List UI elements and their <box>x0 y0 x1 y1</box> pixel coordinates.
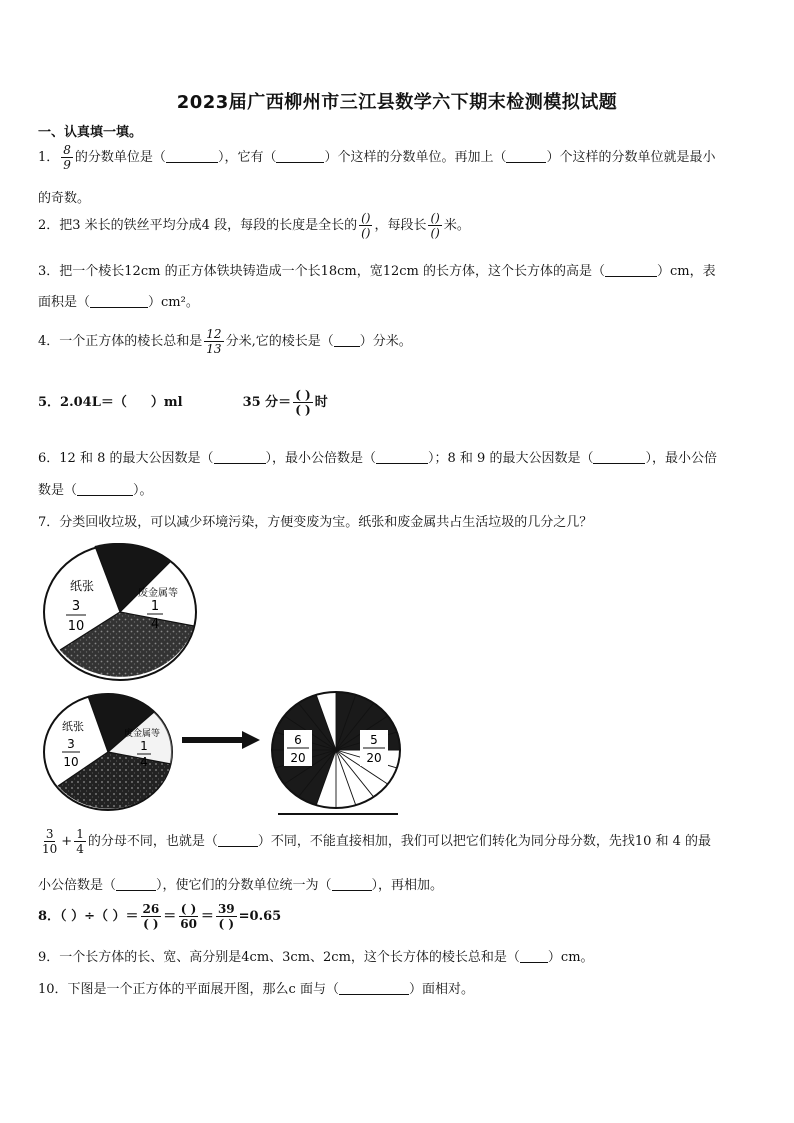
pie-frac-den: 10 <box>63 755 79 769</box>
question-7-explanation-line-1 <box>38 828 711 855</box>
q6-text-d: ），最小公倍 <box>645 451 717 466</box>
q10-text-a: 下图是一个正方体的平面展开图，那么c 面与（ <box>67 982 339 997</box>
pie-frac-num: 6 <box>294 733 302 747</box>
question-7-explanation-line-2 <box>38 874 443 893</box>
question-4 <box>38 328 412 355</box>
q2-text-c: 米。 <box>443 218 470 233</box>
answer-blank[interactable] <box>593 450 645 464</box>
fraction-12-13: $\frac{12}{13}$ <box>206 327 222 356</box>
answer-blank[interactable] <box>520 949 548 963</box>
question-number: 4． <box>38 334 60 349</box>
answer-blank[interactable] <box>332 877 372 891</box>
q9-text-b: ）cm。 <box>547 950 594 965</box>
pie-frac-num: 5 <box>370 733 378 747</box>
q1-text-a: 的分数单位是（ <box>74 150 166 165</box>
pie-chart-2 <box>40 690 176 814</box>
q6-text-e: 数是（ <box>38 483 78 498</box>
q5-text-a: 2.04L＝（ <box>60 395 127 410</box>
q7-text-a: 分类回收垃圾，可以减少环境污染，方便变废为宝。纸张和废金属共占生活垃圾的几分之几？ <box>59 515 593 530</box>
pie-frac-num: 1 <box>150 599 160 614</box>
question-1-line-2: 的奇数。 <box>38 191 91 206</box>
q6-text-c: ）；8 和 9 的最大公因数是（ <box>428 451 594 466</box>
question-2 <box>38 212 470 239</box>
equals-sign: ＝ <box>200 909 214 924</box>
q7-text-d: 小公倍数是（ <box>38 878 117 893</box>
question-5 <box>38 389 328 416</box>
answer-blank[interactable] <box>218 833 258 847</box>
q1-text-b: ），它有（ <box>217 150 277 165</box>
answer-blank[interactable] <box>334 333 360 347</box>
fraction-26-blank[interactable]: $\frac{26}{( )}$ <box>142 902 160 931</box>
fraction-3-10: $\frac{3}{10}$ <box>42 827 58 856</box>
q1-text-d: ）个这样的分数单位就是最小 <box>546 150 716 165</box>
fraction-blank[interactable]: $\frac{( )}{( )}$ <box>295 388 311 417</box>
q6-text-a: 12 和 8 的最大公因数是（ <box>59 451 214 466</box>
q2-text-b: ，每段长 <box>374 218 427 233</box>
equals-sign: ＝ <box>163 909 177 924</box>
question-number: 8． <box>38 909 61 924</box>
q3-text-b: ）cm，表 <box>657 264 716 279</box>
answer-blank[interactable] <box>376 450 428 464</box>
answer-blank[interactable] <box>214 450 266 464</box>
fraction-39-blank[interactable]: $\frac{39}{( )}$ <box>217 902 235 931</box>
pie-label-metal: 废金属等 <box>124 729 161 739</box>
question-8 <box>38 903 281 930</box>
plus-sign: + <box>61 834 73 849</box>
q6-text-b: ），最小公倍数是（ <box>265 451 377 466</box>
question-number: 2． <box>38 218 60 233</box>
pie-chart-3-twentieths <box>268 690 404 818</box>
q1-text-c: ）个这样的分数单位。再加上（ <box>324 150 507 165</box>
question-number: 9． <box>38 950 60 965</box>
answer-blank[interactable] <box>90 294 148 308</box>
q2-text-a: 把3 米长的铁丝平均分成4 段，每段的长度是全长的 <box>59 218 358 233</box>
fraction-1-4: $\frac{1}{4}$ <box>76 827 84 856</box>
page-title: 2023届广西柳州市三江县数学六下期末检测模拟试题 <box>176 92 618 113</box>
pie-frac-den: 4 <box>150 617 160 632</box>
q7-text-f: ），再相加。 <box>371 878 444 893</box>
question-number: 7． <box>38 515 60 530</box>
answer-blank[interactable] <box>116 877 156 891</box>
question-6-line-1 <box>38 447 717 466</box>
pie-divider <box>336 750 356 805</box>
q5-text-d: 时 <box>314 395 328 410</box>
question-3-line-2 <box>38 291 199 310</box>
pie-frac-num: 3 <box>67 737 75 751</box>
q10-text-b: ）面相对。 <box>408 982 474 997</box>
pie-label-paper: 纸张 <box>62 720 84 733</box>
question-9 <box>38 946 594 965</box>
question-6-line-2 <box>38 479 153 498</box>
q6-text-f: ）。 <box>133 483 153 498</box>
pie-frac-den: 10 <box>67 619 85 634</box>
fraction-blank-60[interactable]: $\frac{( )}{60}$ <box>180 902 197 931</box>
answer-blank[interactable] <box>77 482 133 496</box>
answer-blank[interactable] <box>276 149 324 163</box>
q7-text-e: ），使它们的分数单位统一为（ <box>156 878 332 893</box>
question-number: 3． <box>38 264 60 279</box>
question-number: 1． <box>38 150 60 165</box>
pie-frac-num: 3 <box>71 599 81 614</box>
question-number: 5． <box>38 395 61 410</box>
section-heading: 一、认真填一填。 <box>38 125 143 140</box>
pie-label-paper: 纸张 <box>70 579 95 593</box>
question-7 <box>38 511 592 530</box>
answer-blank[interactable] <box>166 149 218 163</box>
question-1-line-1 <box>38 144 715 171</box>
q8-text-a: （ ）÷（ ）＝ <box>60 909 139 924</box>
pie-frac-den: 20 <box>290 751 306 765</box>
question-10 <box>38 978 474 997</box>
pie-frac-den: 20 <box>366 751 382 765</box>
q4-text-b: 分米,它的棱长是（ <box>225 334 334 349</box>
question-number: 10． <box>38 982 68 997</box>
question-3-line-1 <box>38 260 716 279</box>
pie-frac-den: 4 <box>140 755 148 769</box>
q4-text-a: 一个正方体的棱长总和是 <box>59 334 203 349</box>
fraction-blank[interactable]: $\frac{()}{()}$ <box>430 211 440 240</box>
q3-text-a: 把一个棱长12cm 的正方体铁块铸造成一个长18cm，宽12cm 的长方体，这个长方体的高是（ <box>59 264 605 279</box>
pie-frac-num: 1 <box>140 739 148 753</box>
q7-text-b: 的分母不同，也就是（ <box>87 834 218 849</box>
answer-blank[interactable] <box>605 263 657 277</box>
q5-text-c: 35 分＝ <box>242 395 292 410</box>
pie-chart-1 <box>40 540 200 684</box>
q4-text-c: ）分米。 <box>359 334 412 349</box>
q3-text-c: 面积是（ <box>38 295 91 310</box>
question-number: 6． <box>38 451 60 466</box>
fraction-blank[interactable]: $\frac{()}{()}$ <box>361 211 371 240</box>
q5-text-b: ）ml <box>150 395 183 410</box>
right-arrow-icon <box>182 730 262 750</box>
q8-text-b: =0.65 <box>238 909 282 924</box>
answer-blank[interactable] <box>339 981 409 995</box>
q7-text-c: ）不同，不能直接相加，我们可以把它们转化为同分母分数，先找10 和 4 的最 <box>257 834 712 849</box>
q3-text-d: ）cm²。 <box>148 295 199 310</box>
fraction-8-9: $\frac{8}{9}$ <box>63 143 71 172</box>
answer-blank[interactable] <box>506 149 546 163</box>
pie-label-metal: 废金属等 <box>138 588 178 599</box>
q9-text-a: 一个长方体的长、宽、高分别是4cm、3cm、2cm，这个长方体的棱长总和是（ <box>59 950 520 965</box>
